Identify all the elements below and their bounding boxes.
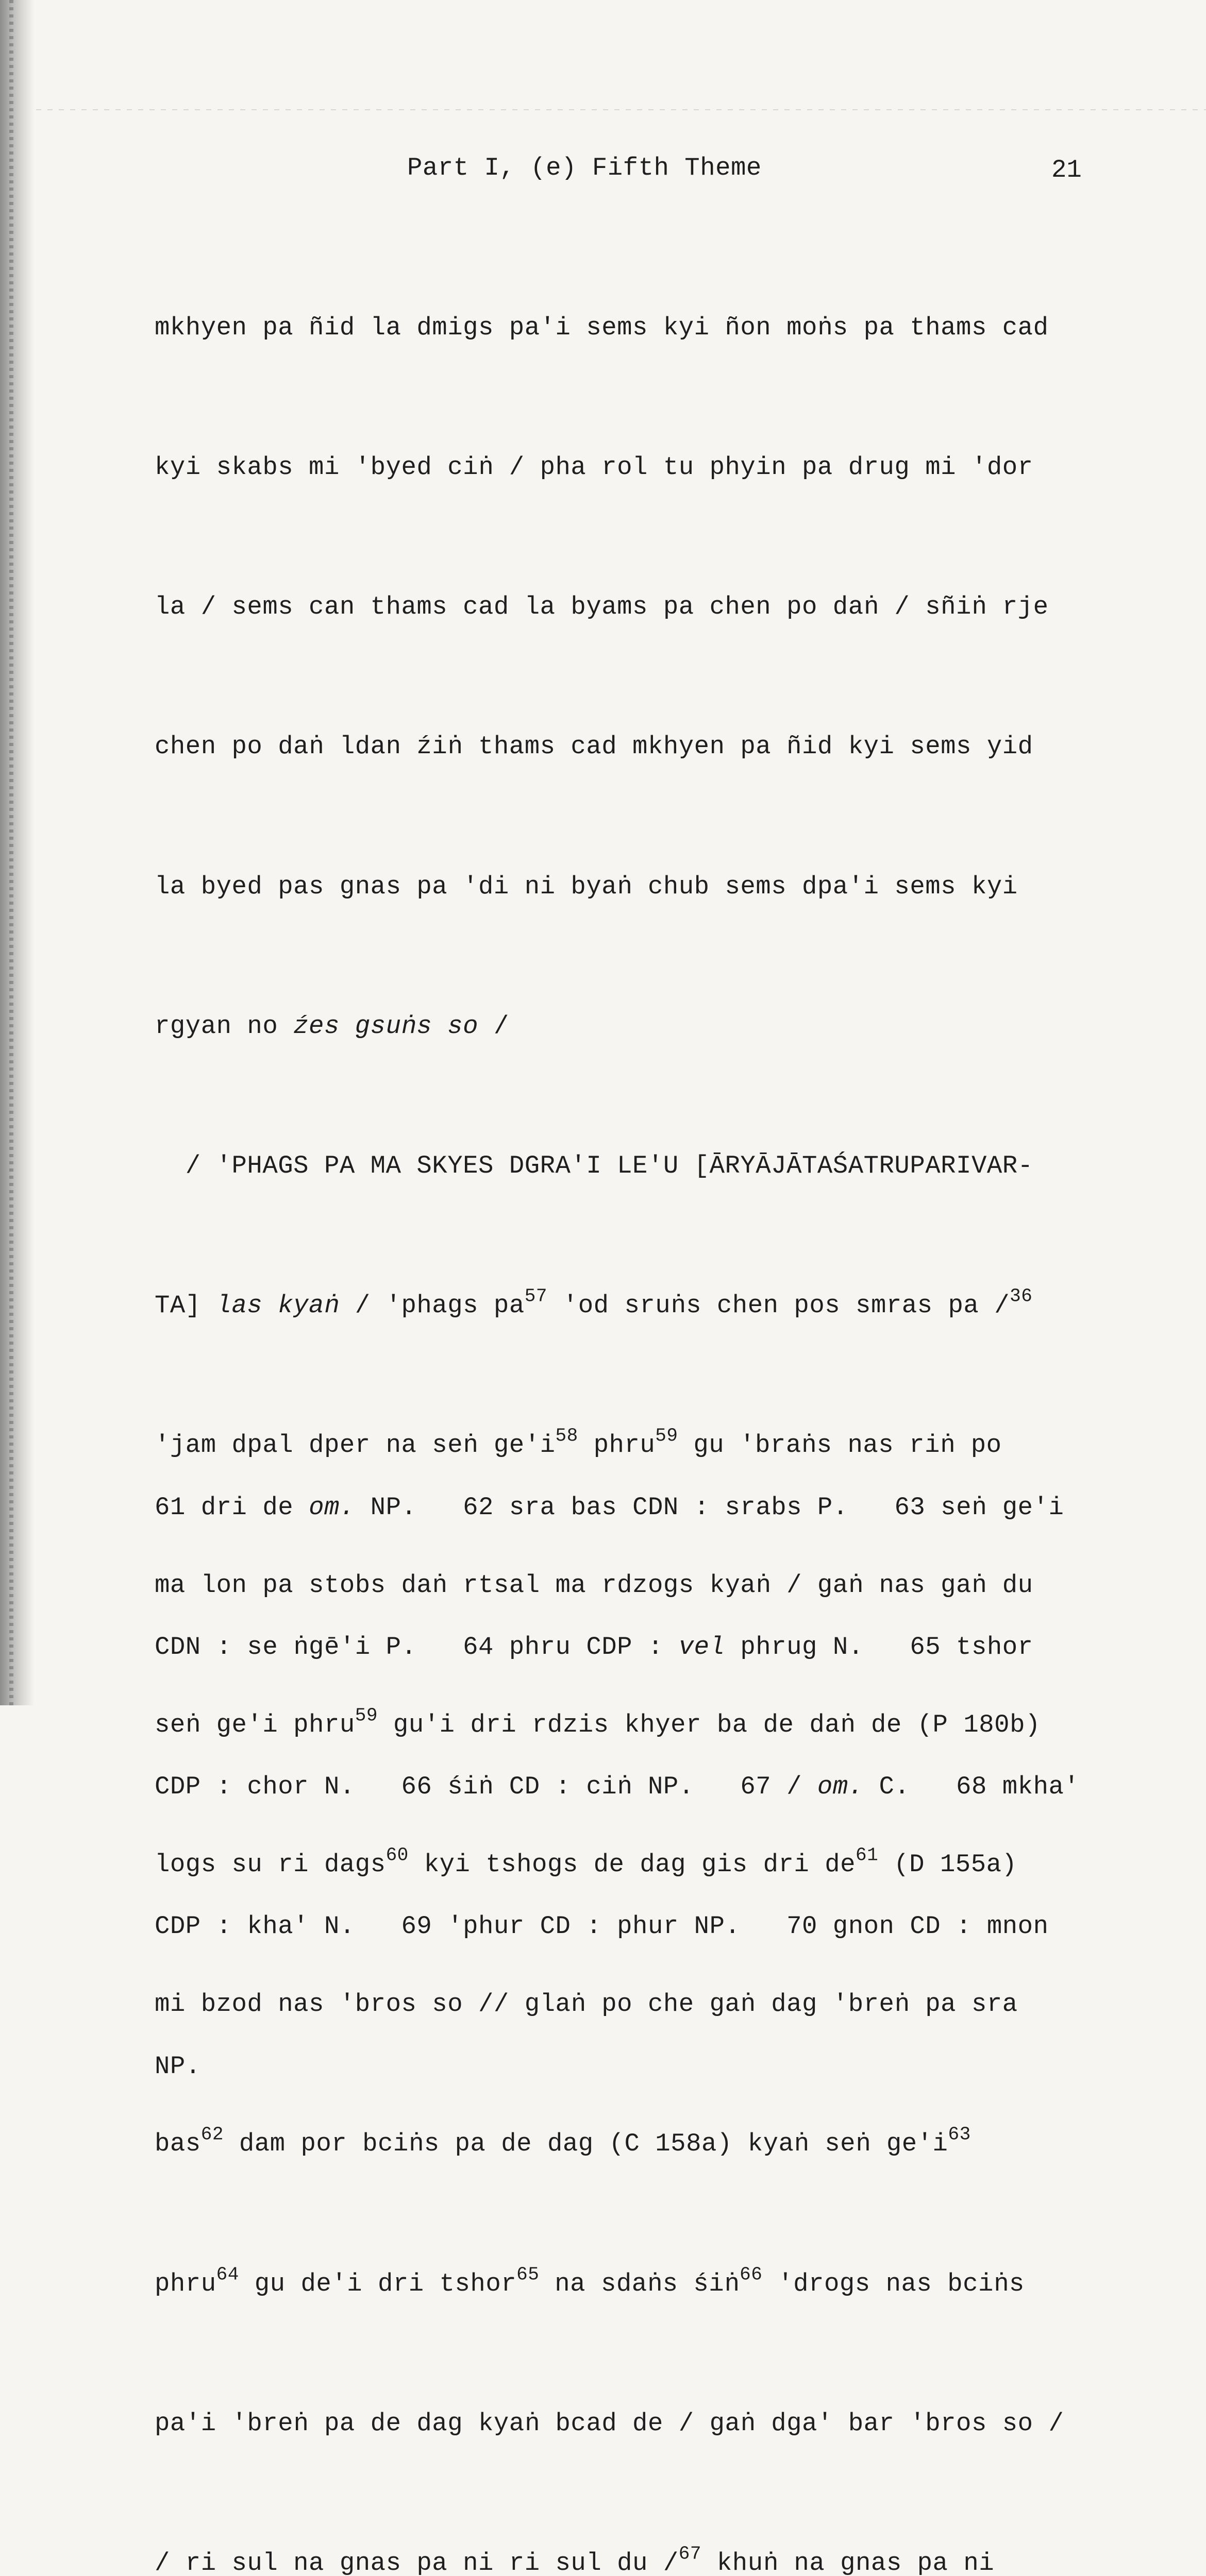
footnote-ref: 66 xyxy=(740,2264,763,2285)
note-text: CDP : chor N. 66 śiṅ CD : ciṅ NP. 67 / xyxy=(155,1772,817,1802)
footnote-ref: 58 xyxy=(555,1425,578,1447)
footnote-ref: 36 xyxy=(1010,1285,1033,1307)
note-text: NP. 62 sra bas CDN : srabs P. 63 seṅ ge'i xyxy=(355,1493,1064,1522)
footnote-ref: 62 xyxy=(200,2124,224,2145)
line-text: ma lon pa stobs daṅ rtsal ma rdzogs kyaṅ / gaṅ nas gaṅ du xyxy=(155,1570,1033,1600)
line-text: la byed pas gnas pa 'di ni byaṅ chub sems dpa'i sems kyi xyxy=(155,872,1018,901)
line-text: kyi tshogs de dag gis dri de xyxy=(408,1850,856,1879)
line-text: phru xyxy=(155,2269,216,2298)
text-line xyxy=(155,304,1124,351)
italic-text: vel xyxy=(678,1633,725,1662)
line-text: bas xyxy=(155,2129,201,2159)
text-line xyxy=(155,723,1124,770)
footnote-ref: 61 xyxy=(856,1844,879,1866)
footnote-ref: 57 xyxy=(524,1285,547,1307)
text-line xyxy=(155,2540,1124,2576)
line-text: dam por bciṅs pa de dag (C 158a) kyaṅ seṅ ge'i xyxy=(223,2129,948,2159)
line-text: kyi skabs mi 'byed ciṅ / pha rol tu phyin pa drug mi 'dor xyxy=(155,453,1033,482)
footnote-line xyxy=(155,1484,1124,1531)
line-text: rgyan no xyxy=(155,1011,294,1041)
footnote-line xyxy=(155,2043,1124,2090)
text-line xyxy=(155,2261,1124,2307)
line-text: 'od sruṅs chen pos smras pa / xyxy=(547,1291,1010,1320)
italic-text: om. xyxy=(309,1493,355,1522)
page-number: 21 xyxy=(1051,156,1082,184)
line-text: khuṅ na gnas pa ni xyxy=(701,2549,995,2576)
text-line xyxy=(155,2400,1124,2447)
text-line xyxy=(155,444,1124,490)
footnote-line xyxy=(155,1764,1124,1810)
note-text: CDP : kha' N. 69 'phur CD : phur NP. 70 gnon CD : mnon xyxy=(155,1912,1049,1941)
footnote-ref: 63 xyxy=(948,2124,971,2145)
line-text: / ri sul na gnas pa ni ri sul du / xyxy=(155,2549,679,2576)
note-text: 61 dri de xyxy=(155,1493,309,1522)
note-text: CDN : se ṅgē'i P. 64 phru CDP : xyxy=(155,1633,679,1662)
scan-binding-edge xyxy=(0,0,34,1705)
text-line xyxy=(155,584,1124,630)
italic-text: źes gsuṅs so xyxy=(293,1011,479,1041)
line-text: na sdaṅs śiṅ xyxy=(539,2269,740,2298)
line-text: / 'phags pa xyxy=(339,1291,525,1320)
text-line xyxy=(155,1143,1124,1189)
line-text: TA] xyxy=(155,1291,216,1320)
italic-text: las kyaṅ xyxy=(216,1291,340,1320)
text-line xyxy=(155,1003,1124,1049)
footnote-line xyxy=(155,1624,1124,1670)
footnote-ref: 67 xyxy=(678,2543,701,2565)
line-text: gu'i dri rdzis khyer ba de daṅ de (P 180b) xyxy=(377,1710,1041,1739)
line-text: pa'i 'breṅ pa de dag kyaṅ bcad de / gaṅ dga' bar 'bros so / xyxy=(155,2409,1064,2438)
line-text: seṅ ge'i phru xyxy=(155,1710,355,1739)
note-text: NP. xyxy=(155,2052,201,2081)
line-text: gu 'braṅs nas riṅ po xyxy=(678,1431,1002,1460)
line-text: phru xyxy=(578,1431,656,1460)
footnote-ref: 64 xyxy=(216,2264,239,2285)
line-text: / xyxy=(478,1011,509,1041)
running-head: Part I, (e) Fifth Theme xyxy=(407,154,762,182)
line-text: la / sems can thams cad la byams pa chen po daṅ / sñiṅ rje xyxy=(155,592,1049,622)
line-text: 'drogs nas bciṅs xyxy=(762,2269,1025,2298)
footnotes xyxy=(155,1391,1124,2136)
line-text: logs su ri dags xyxy=(155,1850,386,1879)
footnote-ref: 65 xyxy=(516,2264,540,2285)
line-text: chen po daṅ ldan źiṅ thams cad mkhyen pa ñid kyi sems yid xyxy=(155,732,1033,761)
line-text: mi bzod nas 'bros so // glaṅ po che gaṅ dag 'breṅ pa sra xyxy=(155,1990,1018,2019)
line-text: mkhyen pa ñid la dmigs pa'i sems kyi ñon moṅs pa thams cad xyxy=(155,313,1049,342)
footnote-line xyxy=(155,1903,1124,1950)
line-text: / 'PHAGS PA MA SKYES DGRA'I LE'U [ĀRYĀJĀTAŚATRUPARIVAR- xyxy=(155,1151,1033,1181)
line-text: 'jam dpal dper na seṅ ge'i xyxy=(155,1431,556,1460)
footnote-ref: 59 xyxy=(655,1425,678,1447)
text-line xyxy=(155,1282,1124,1329)
footnote-ref: 59 xyxy=(355,1705,378,1726)
line-text: (D 155a) xyxy=(878,1850,1017,1879)
line-text: gu de'i dri tshor xyxy=(239,2269,517,2298)
footnote-ref: 60 xyxy=(386,1844,409,1866)
italic-text: om. xyxy=(817,1772,864,1802)
scan-artifact-line xyxy=(36,109,1206,110)
text-line xyxy=(155,863,1124,910)
note-text: phrug N. 65 tshor xyxy=(725,1633,1033,1662)
page-header xyxy=(155,149,1082,196)
note-text: C. 68 mkha' xyxy=(863,1772,1080,1802)
